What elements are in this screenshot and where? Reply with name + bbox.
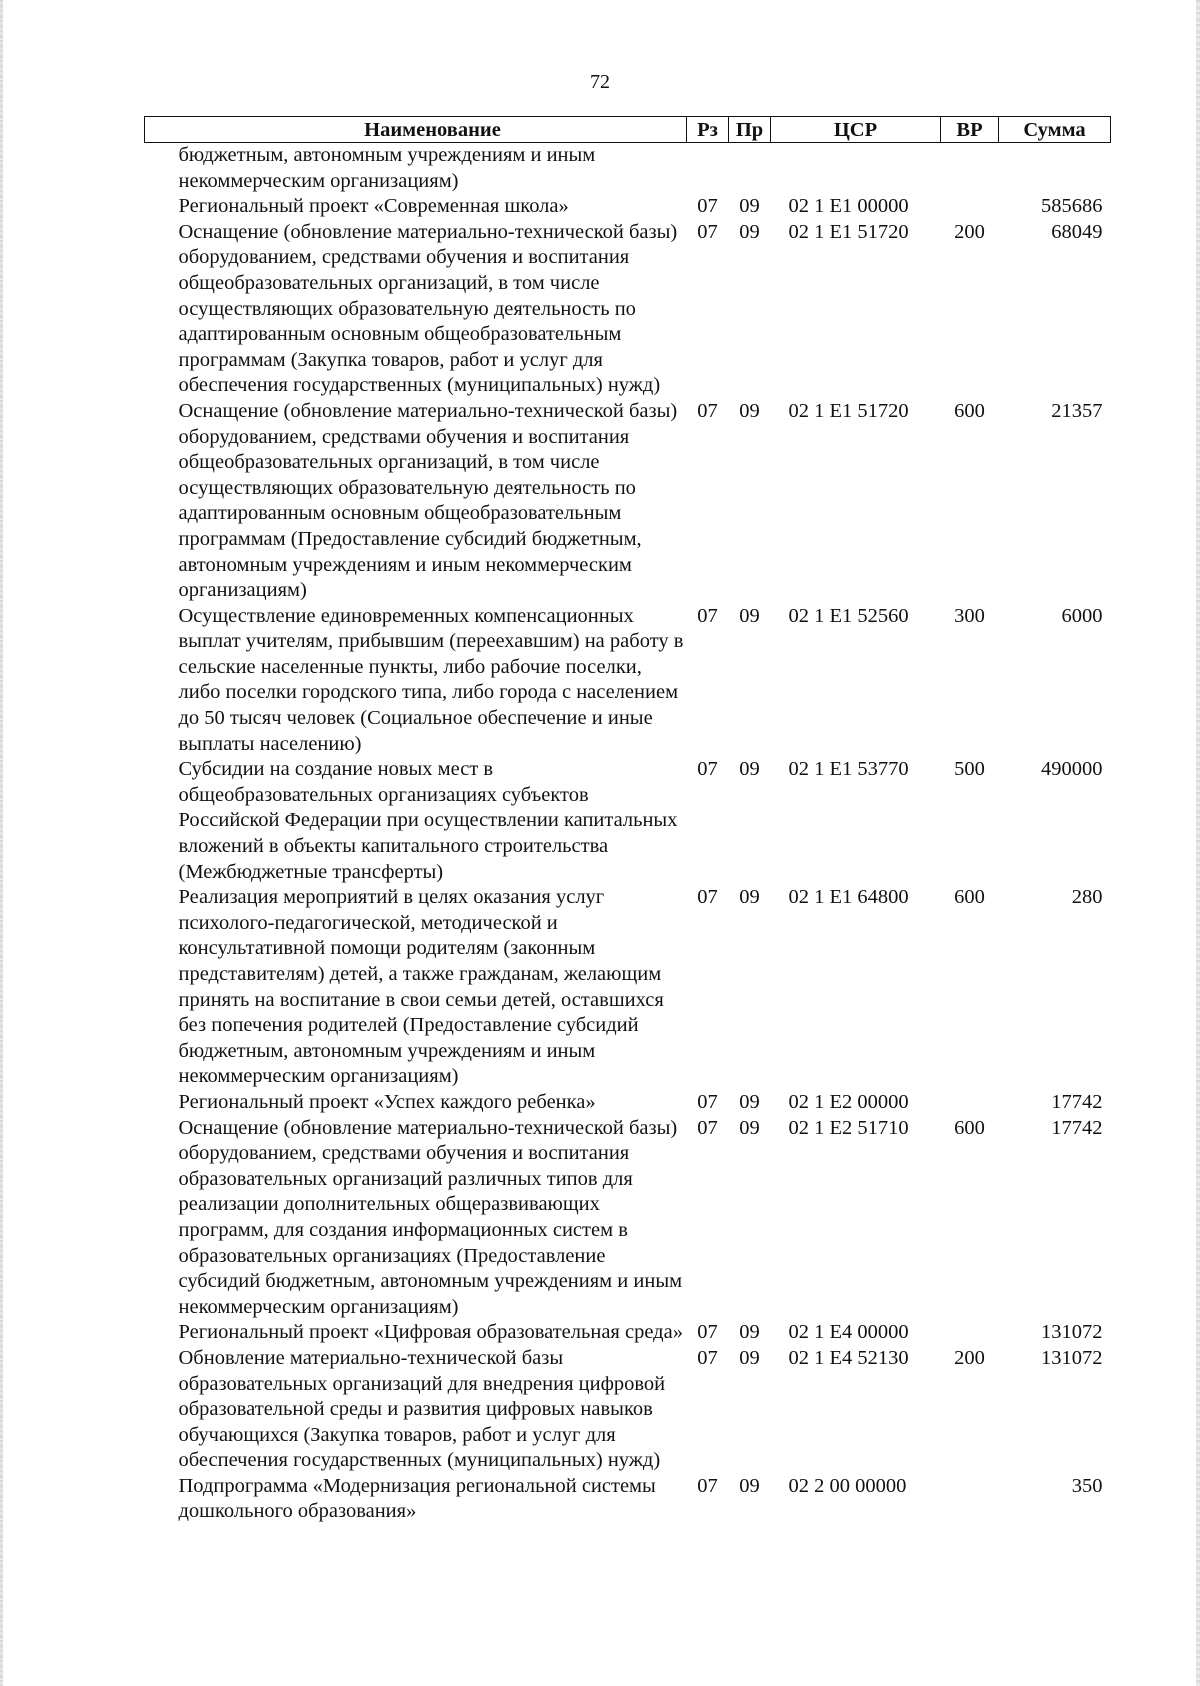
table-row [145, 1320, 1111, 1346]
row-sum: 350 [1071, 1474, 1103, 1497]
row-sum: 490000 [1041, 758, 1103, 781]
row-sum: 68049 [1051, 220, 1103, 243]
row-rz: 07 [697, 1346, 718, 1369]
table-body [145, 143, 1111, 1526]
row-csr: 02 2 00 00000 [788, 1474, 907, 1497]
row-sum: 17742 [1051, 1090, 1103, 1113]
table-row [145, 885, 1111, 1090]
header-rz: Рз [687, 117, 729, 143]
row-vr: 500 [954, 758, 985, 781]
table-row [145, 1474, 1111, 1525]
row-csr: 02 1 E4 00000 [788, 1321, 909, 1344]
table-header [145, 117, 1111, 143]
table-row [145, 604, 1111, 758]
row-sum: 280 [1071, 886, 1103, 909]
row-name: Подпрограмма «Модернизация региональной системы дошкольного образования» [178, 1474, 656, 1523]
table-header-row [145, 117, 1111, 143]
row-pr: 09 [739, 1474, 760, 1497]
row-pr: 09 [739, 1346, 760, 1369]
row-sum: 131072 [1041, 1321, 1103, 1344]
row-sum: 6000 [1061, 604, 1103, 627]
row-pr: 09 [739, 195, 760, 218]
row-name: Региональный проект «Современная школа» [178, 195, 569, 218]
budget-table [144, 116, 1111, 1525]
row-rz: 07 [697, 1116, 718, 1139]
row-vr: 300 [954, 604, 985, 627]
row-sum: 131072 [1041, 1346, 1103, 1369]
row-sum: 17742 [1051, 1116, 1103, 1139]
row-rz: 07 [697, 399, 718, 422]
header-csr: ЦСР [771, 117, 941, 143]
row-rz: 07 [697, 1090, 718, 1113]
row-sum [999, 143, 1111, 195]
row-csr: 02 1 E2 00000 [788, 1090, 909, 1113]
table-row [145, 143, 1111, 195]
table-row [145, 399, 1111, 604]
row-name: бюджетным, автономным учреждениям и иным некоммерческим организациям) [178, 144, 596, 192]
header-vr: ВР [941, 117, 999, 143]
row-vr: 200 [954, 1346, 985, 1369]
row-csr: 02 1 E1 51720 [788, 220, 909, 243]
table-row [145, 1346, 1111, 1474]
row-name: Оснащение (обновление материально-технической базы) оборудованием, средствами обучения и воспитания образовательных организаций различных типов для реализации дополнительных общеразвивающих программ, для создания информационных систем в образовательных организациях (Предоставление субсидий бюджетным, автономным учреждениям и иным некоммерческим организациям) [178, 1116, 683, 1318]
row-pr: 09 [739, 399, 760, 422]
table-row [145, 1116, 1111, 1321]
row-name: Осуществление единовременных компенсационных выплат учителям, прибывшим (переехавшим) на работу в сельские населенные пункты, либо рабочие поселки, либо поселки городского типа, либо города с населением до 50 тысяч человек (Социальное обеспечение и иные выплаты населению) [178, 604, 684, 755]
row-name: Региональный проект «Цифровая образовательная среда» [178, 1321, 683, 1344]
header-sum: Сумма [999, 117, 1111, 143]
row-name: Субсидии на создание новых мест в общеобразовательных организациях субъектов Российской Федерации при осуществлении капитальных вложений в объекты капитального строительства (Межбюджетные трансферты) [178, 758, 678, 883]
row-sum: 21357 [1051, 399, 1103, 422]
row-pr: 09 [739, 220, 760, 243]
row-csr: 02 1 E1 52560 [788, 604, 909, 627]
row-sum: 585686 [1041, 195, 1103, 218]
row-rz: 07 [697, 1321, 718, 1344]
row-vr [941, 194, 999, 220]
row-vr: 600 [954, 1116, 985, 1139]
row-vr: 200 [954, 220, 985, 243]
row-pr: 09 [739, 1321, 760, 1344]
row-vr: 600 [954, 886, 985, 909]
row-csr: 02 1 E1 51720 [788, 399, 909, 422]
row-vr [941, 1320, 999, 1346]
row-name: Оснащение (обновление материально-технической базы) оборудованием, средствами обучения и воспитания общеобразовательных организаций, в том числе осуществляющих образовательную деятельность по адаптированным основным общеобразовательным программам (Закупка товаров, работ и услуг для обеспечения государственных (муниципальных) нужд) [178, 220, 678, 397]
scan-edge-left [0, 0, 3, 1686]
table-row [145, 1090, 1111, 1116]
row-vr [941, 143, 999, 195]
table-row [145, 220, 1111, 399]
row-vr [941, 1474, 999, 1525]
row-csr [771, 143, 941, 195]
row-rz [687, 143, 729, 195]
row-pr: 09 [739, 1116, 760, 1139]
row-csr: 02 1 E2 51710 [788, 1116, 909, 1139]
page-number: 72 [590, 71, 610, 93]
row-pr: 09 [739, 758, 760, 781]
row-pr [729, 143, 771, 195]
row-pr: 09 [739, 604, 760, 627]
header-name: Наименование [145, 117, 687, 143]
row-csr: 02 1 E4 52130 [788, 1346, 909, 1369]
header-pr: Пр [729, 117, 771, 143]
row-rz: 07 [697, 758, 718, 781]
row-vr: 600 [954, 399, 985, 422]
row-rz: 07 [697, 886, 718, 909]
row-name: Реализация мероприятий в целях оказания услуг психолого-педагогической, методической и консультативной помощи родителям (законным представителям) детей, а также гражданам, желающим принять на воспитание в свои семьи детей, оставшихся без попечения родителей (Предоставление субсидий бюджетным, автономным учреждениям и иным некоммерческим организациям) [178, 886, 664, 1088]
table-row [145, 194, 1111, 220]
table-row [145, 757, 1111, 885]
row-csr: 02 1 E1 00000 [788, 195, 909, 218]
row-name: Региональный проект «Успех каждого ребенка» [178, 1090, 596, 1113]
row-csr: 02 1 E1 53770 [788, 758, 909, 781]
row-name: Обновление материально-технической базы образовательных организаций для внедрения цифровой образовательной среды и развития цифровых навыков обучающихся (Закупка товаров, работ и услуг для обеспечения государственных (муниципальных) нужд) [178, 1346, 666, 1472]
row-rz: 07 [697, 1474, 718, 1497]
row-vr [941, 1090, 999, 1116]
scan-edge-right [1196, 0, 1200, 1686]
row-csr: 02 1 E1 64800 [788, 886, 909, 909]
row-rz: 07 [697, 604, 718, 627]
row-pr: 09 [739, 1090, 760, 1113]
row-name: Оснащение (обновление материально-технической базы) оборудованием, средствами обучения и воспитания общеобразовательных организаций, в том числе осуществляющих образовательную деятельность по адаптированным основным общеобразовательным программам (Предоставление субсидий бюджетным, автономным учреждениям и иным некоммерческим организациям) [178, 399, 678, 602]
row-rz: 07 [697, 220, 718, 243]
row-rz: 07 [697, 195, 718, 218]
row-pr: 09 [739, 886, 760, 909]
